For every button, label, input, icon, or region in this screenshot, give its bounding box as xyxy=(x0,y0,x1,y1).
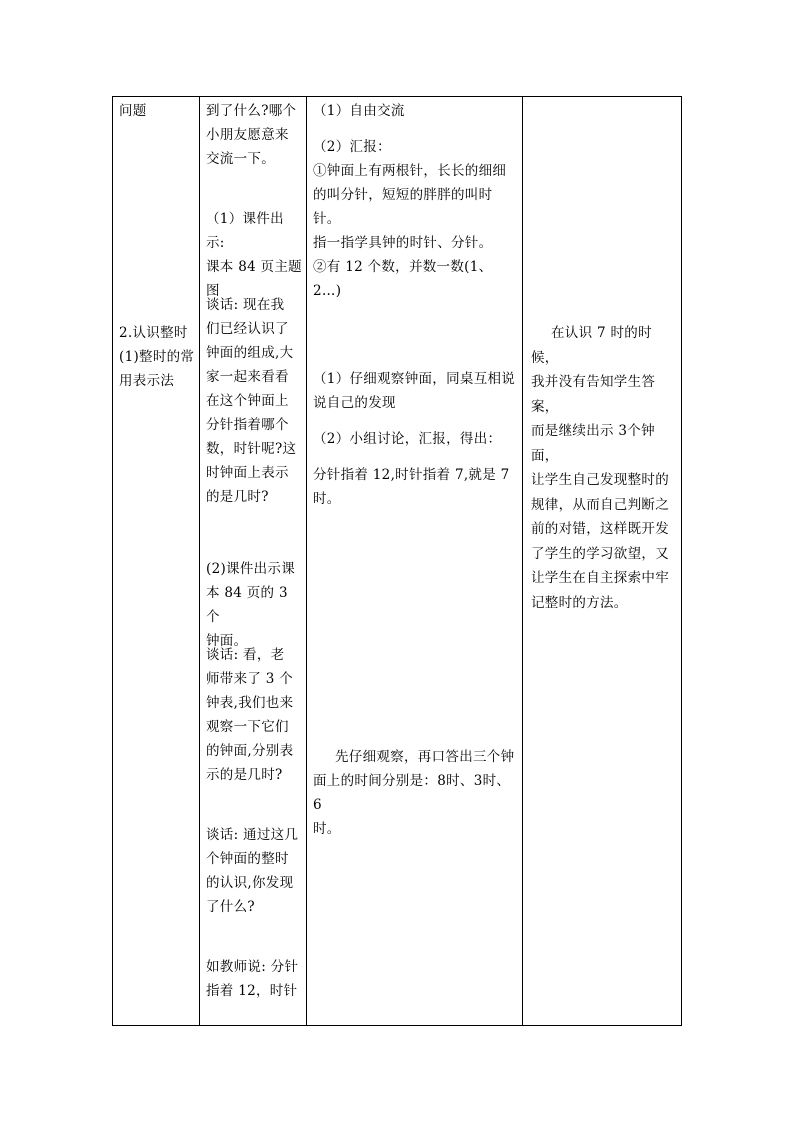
text-line: 的叫分针，短短的胖胖的叫时针。 xyxy=(313,187,493,227)
text-line: （1）仔细观察钟面，同桌互相说 xyxy=(313,371,516,387)
text-line: （1）课件出示: xyxy=(206,211,284,251)
observe-block xyxy=(313,367,518,415)
text-line: 师带来了 3 个 xyxy=(206,671,294,687)
section-line: 2.认识整时 xyxy=(119,325,188,341)
step-top xyxy=(119,99,197,123)
text-line: 指着 12，时针 xyxy=(206,983,298,999)
text-line: 观察一下它们 xyxy=(206,719,289,735)
teacher-says xyxy=(206,955,302,1003)
talk-1 xyxy=(206,293,302,509)
text-line: 说自己的发现 xyxy=(313,395,396,411)
text-line: 到了什么?哪个 xyxy=(206,103,297,119)
text-line: 规律，从而自己判断之 xyxy=(531,496,669,513)
text-line: 们已经认识了 xyxy=(206,321,289,337)
talk-3 xyxy=(206,823,302,919)
text-line: 图 xyxy=(206,283,220,299)
text-line: 分针指着 12,时针指着 7,就是 7 xyxy=(313,467,510,483)
free-exchange xyxy=(313,99,518,123)
text-line: 的是几时? xyxy=(206,489,269,505)
column-teacher-activity xyxy=(200,97,307,1026)
text-line: 数，时针呢?这 xyxy=(206,441,297,457)
report-block xyxy=(313,135,518,303)
courseware-2 xyxy=(206,557,302,653)
text-line: 在这个钟面上 xyxy=(206,393,289,409)
text-line: ②有 12 个数，并数一数(1、2…) xyxy=(313,259,493,299)
report-heading: （2）汇报： xyxy=(313,139,391,155)
text-line: 钟面。 xyxy=(206,633,248,649)
column-student-activity xyxy=(307,97,523,1026)
text-line: 家一起来看看 xyxy=(206,369,289,385)
text-line: 的认识,你发现 xyxy=(206,875,294,891)
text-line: 钟面的组成,大 xyxy=(206,345,294,361)
text-line: 面上的时间分别是：8时、3时、6 xyxy=(313,773,511,813)
text-line: 时。 xyxy=(313,491,341,507)
lesson-table xyxy=(112,96,682,1026)
text-line: 前的对错，这样既开发 xyxy=(531,521,669,537)
conclusion xyxy=(313,463,518,511)
text-line: ①钟面上有两根针，长长的细细 xyxy=(313,163,507,179)
text-line: 先仔细观察，再口答出三个钟 xyxy=(335,749,515,765)
column-reflection xyxy=(523,97,682,1026)
text-line: 让学生在自主探索中牢 xyxy=(531,570,669,586)
text-line: 钟表,我们也来 xyxy=(206,695,294,711)
text-line: （2）小组讨论，汇报，得出： xyxy=(313,431,502,447)
text-line: 如教师说: 分针 xyxy=(206,959,299,975)
text-line: 分针指着哪个 xyxy=(206,417,289,433)
text-line: 记整时的方法。 xyxy=(531,594,628,611)
text-line: 的钟面,分别表 xyxy=(206,743,294,759)
text-line: 谈话: 通过这几 xyxy=(206,827,299,843)
teacher-intro xyxy=(206,99,302,171)
text-line: 小朋友愿意来 xyxy=(206,127,289,143)
text-line: 个钟面的整时 xyxy=(206,851,289,867)
step-section xyxy=(119,321,197,393)
column-step xyxy=(113,97,200,1026)
courseware-1 xyxy=(206,207,302,303)
text-line: 而是继续出示 3个钟面， xyxy=(531,423,655,464)
text-line: 课本 84 页主题 xyxy=(206,259,302,275)
clock-answer xyxy=(313,745,518,841)
step-top-text: 问题 xyxy=(119,103,147,119)
reflection-block xyxy=(531,321,679,615)
text-line: 示的是几时? xyxy=(206,767,283,783)
section-line: (1)整时的常 xyxy=(119,349,195,365)
text-line: 我并没有告知学生答案， xyxy=(531,374,656,415)
text-line: 在认识 7 时的时候， xyxy=(531,325,652,366)
text-line: (2)课件出示课 xyxy=(206,561,296,577)
text-line: 谈话: 现在我 xyxy=(206,297,285,313)
text-line: 本 84 页的 3 个 xyxy=(206,585,288,625)
text-line: 让学生自己发现整时的 xyxy=(531,472,669,488)
text-line: 时钟面上表示 xyxy=(206,465,289,481)
section-line: 用表示法 xyxy=(119,373,175,389)
talk-2 xyxy=(206,643,302,787)
group-discussion xyxy=(313,427,518,451)
text-line: 交流一下。 xyxy=(206,151,275,167)
text-line: 时。 xyxy=(313,821,341,837)
text-line: 了什么? xyxy=(206,899,255,915)
text-line: （1）自由交流 xyxy=(313,103,405,119)
text-line: 了学生的学习欲望，又 xyxy=(531,545,669,562)
text-line: 谈话: 看，老 xyxy=(206,647,285,663)
text-line: 指一指学具钟的时针、分针。 xyxy=(313,235,493,251)
